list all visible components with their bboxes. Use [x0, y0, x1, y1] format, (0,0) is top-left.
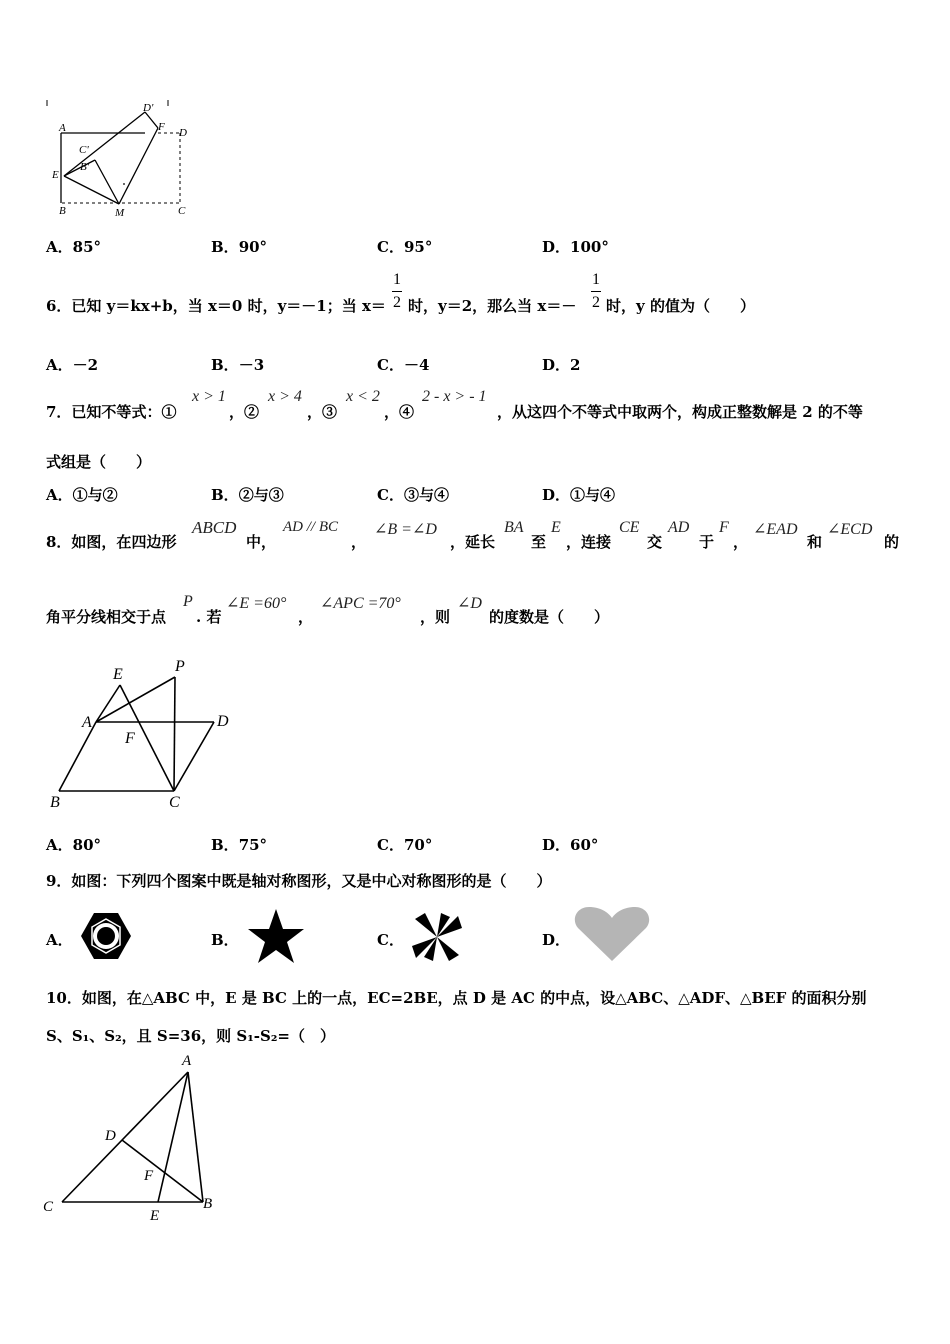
- q9-stem: 9．如图：下列四个图案中既是轴对称图形，又是中心对称图形的是（ ）: [46, 872, 552, 890]
- q10-label: A: [182, 1053, 192, 1069]
- q8-label: C: [169, 794, 180, 811]
- q8-text: 中，: [246, 533, 277, 551]
- q5-option-d[interactable]: [542, 236, 609, 257]
- q8-label: E: [113, 666, 123, 683]
- q10-stem-line2: S、S₁、S₂，且 S=36，则 S₁-S₂=（ ）: [46, 1027, 335, 1045]
- q8-text: 的: [884, 533, 900, 551]
- option-text: 95°: [403, 238, 433, 256]
- q6-stem-part3: 时，y 的值为（ ）: [606, 297, 755, 315]
- q8-text: 角平分线相交于点: [46, 608, 167, 626]
- q8-math: ∠D: [457, 595, 482, 612]
- q10-label: E: [150, 1208, 160, 1224]
- option-letter: B．: [211, 356, 239, 374]
- q8-text: 至: [531, 533, 547, 551]
- q5-label: C': [79, 144, 89, 156]
- option-letter: C．: [377, 836, 404, 854]
- q8-math: CE: [619, 519, 640, 536]
- option-text: 90°: [238, 238, 268, 256]
- option-text: 2: [570, 356, 581, 374]
- q5-figure: [40, 98, 200, 223]
- hexagon-ring-icon[interactable]: [80, 911, 132, 961]
- q8-math: ∠ECD: [827, 521, 873, 538]
- q5-label: B': [80, 161, 90, 173]
- option-letter: C．: [377, 238, 404, 256]
- q7-option-b[interactable]: [211, 484, 284, 505]
- q8-text: 交: [647, 533, 663, 551]
- q10-figure: [40, 1050, 225, 1225]
- q8-math: AD: [668, 519, 690, 536]
- q8-text: ，连接: [566, 533, 612, 551]
- q6-option-a[interactable]: [46, 354, 98, 375]
- q7-stem-lead: 7．已知不等式：①: [46, 403, 177, 421]
- q5-label: D: [179, 127, 187, 139]
- q5-option-c[interactable]: [377, 236, 432, 257]
- fraction-denominator: 2: [592, 294, 600, 311]
- option-text: －2: [72, 356, 99, 374]
- q6-option-b[interactable]: [211, 354, 264, 375]
- option-letter: D．: [542, 238, 571, 256]
- q7-sep: ，④: [384, 403, 415, 421]
- q5-label: F: [158, 121, 165, 133]
- star-icon[interactable]: [246, 908, 306, 964]
- pinwheel-icon[interactable]: [410, 912, 464, 962]
- q8-text: 于: [699, 533, 715, 551]
- option-text: 75°: [238, 836, 268, 854]
- q6-option-d[interactable]: [542, 354, 580, 375]
- q10-stem-line1: 10．如图，在△ABC 中，E 是 BC 上的一点，EC=2BE，点 D 是 AC 的中点，设△ABC、△ADF、△BEF 的面积分别: [46, 989, 867, 1007]
- q8-label: F: [125, 730, 135, 747]
- q6-option-c[interactable]: [377, 354, 429, 375]
- option-text: 80°: [72, 836, 102, 854]
- q8-math: ∠APC =70°: [320, 595, 401, 612]
- q6-fraction-1: [390, 271, 404, 312]
- q10-label: D: [105, 1128, 116, 1144]
- heart-icon[interactable]: [574, 906, 650, 962]
- q8-math: E: [551, 519, 561, 536]
- q7-inequality-3: x < 2: [346, 388, 380, 405]
- q7-inequality-2: x > 4: [268, 388, 302, 405]
- q7-option-d[interactable]: [542, 484, 615, 505]
- q8-label: A: [82, 714, 92, 731]
- option-text: 85°: [72, 238, 102, 256]
- q10-label: C: [43, 1199, 54, 1215]
- q8-label: D: [217, 713, 229, 730]
- q8-math: F: [719, 519, 729, 536]
- q8-option-c[interactable]: [377, 834, 432, 855]
- q7-option-c[interactable]: [377, 484, 449, 505]
- q9-option-b-letter[interactable]: B．: [211, 931, 239, 949]
- q8-text: ，: [351, 533, 367, 551]
- option-letter: A．: [46, 836, 73, 854]
- q8-figure: [44, 655, 244, 815]
- option-text: ③与④: [403, 486, 449, 504]
- option-letter: D．: [542, 356, 571, 374]
- q7-sep: ，③: [307, 403, 338, 421]
- q5-option-a[interactable]: [46, 236, 101, 257]
- q9-option-d-letter[interactable]: D．: [542, 931, 571, 949]
- q8-text: 的度数是（ ）: [489, 608, 610, 626]
- option-letter: A．: [46, 356, 73, 374]
- option-text: －4: [403, 356, 430, 374]
- option-letter: B．: [211, 836, 239, 854]
- q5-label: B: [59, 205, 66, 217]
- option-text: ①与②: [72, 486, 118, 504]
- q7-sep: ，②: [229, 403, 260, 421]
- q5-label: E: [52, 169, 59, 181]
- q5-option-b[interactable]: [211, 236, 267, 257]
- q7-inequality-4: 2 - x > - 1: [422, 388, 487, 405]
- fraction-numerator: 1: [592, 271, 600, 288]
- q7-inequality-1: x > 1: [192, 388, 226, 405]
- q8-math: AD // BC: [283, 519, 338, 535]
- q5-label: A: [59, 122, 66, 134]
- option-letter: A．: [46, 238, 73, 256]
- q7-stem-tail: ，从这四个不等式中取两个，构成正整数解是 2 的不等: [497, 403, 863, 421]
- q6-stem-part2: 时，y＝2，那么当 x＝－: [408, 297, 577, 315]
- option-text: 60°: [570, 836, 599, 854]
- q8-math: BA: [504, 519, 524, 536]
- q6-stem-part1: 6．已知 y＝kx+b，当 x＝0 时，y＝－1；当 x＝: [46, 297, 386, 315]
- q8-label: B: [50, 794, 60, 811]
- q9-option-c-letter[interactable]: C．: [377, 931, 404, 949]
- q8-text: ，: [733, 533, 749, 551]
- option-text: ②与③: [238, 486, 284, 504]
- option-text: 70°: [403, 836, 433, 854]
- option-letter: C．: [377, 356, 404, 374]
- q8-text: 8．如图，在四边形: [46, 533, 177, 551]
- q8-text: ，: [298, 608, 314, 626]
- q8-text: . 若: [196, 608, 222, 626]
- q8-math: ∠B =∠D: [374, 521, 437, 538]
- q7-option-a[interactable]: [46, 484, 118, 505]
- q8-text: 和: [807, 533, 823, 551]
- q5-label: C: [178, 205, 186, 217]
- q6-fraction-2: [589, 271, 603, 312]
- q8-text: ，延长: [450, 533, 496, 551]
- q8-text: ，则: [420, 608, 451, 626]
- fraction-denominator: 2: [393, 294, 401, 311]
- option-text: ①与④: [570, 486, 616, 504]
- fraction-numerator: 1: [393, 271, 401, 288]
- option-letter: B．: [211, 238, 239, 256]
- option-letter: B．: [211, 486, 239, 504]
- option-text: －3: [238, 356, 265, 374]
- q9-option-a-letter[interactable]: A．: [46, 931, 73, 949]
- option-letter: A．: [46, 486, 73, 504]
- q8-math: ABCD: [192, 518, 237, 537]
- option-letter: D．: [542, 486, 571, 504]
- q5-label: D': [143, 102, 154, 114]
- q7-stem-line2: 式组是（ ）: [46, 453, 152, 471]
- q8-option-d[interactable]: [542, 834, 598, 855]
- option-text: 100°: [570, 238, 609, 256]
- q8-option-a[interactable]: [46, 834, 101, 855]
- q8-math: P: [183, 593, 193, 610]
- q5-label: M: [115, 207, 125, 219]
- option-letter: D．: [542, 836, 571, 854]
- q10-label: F: [144, 1168, 154, 1184]
- q8-option-b[interactable]: [211, 834, 267, 855]
- q8-label: P: [175, 658, 185, 675]
- q8-math: ∠EAD: [753, 521, 798, 538]
- option-letter: C．: [377, 486, 404, 504]
- q8-math: ∠E =60°: [226, 595, 287, 612]
- q10-label: B: [203, 1196, 213, 1212]
